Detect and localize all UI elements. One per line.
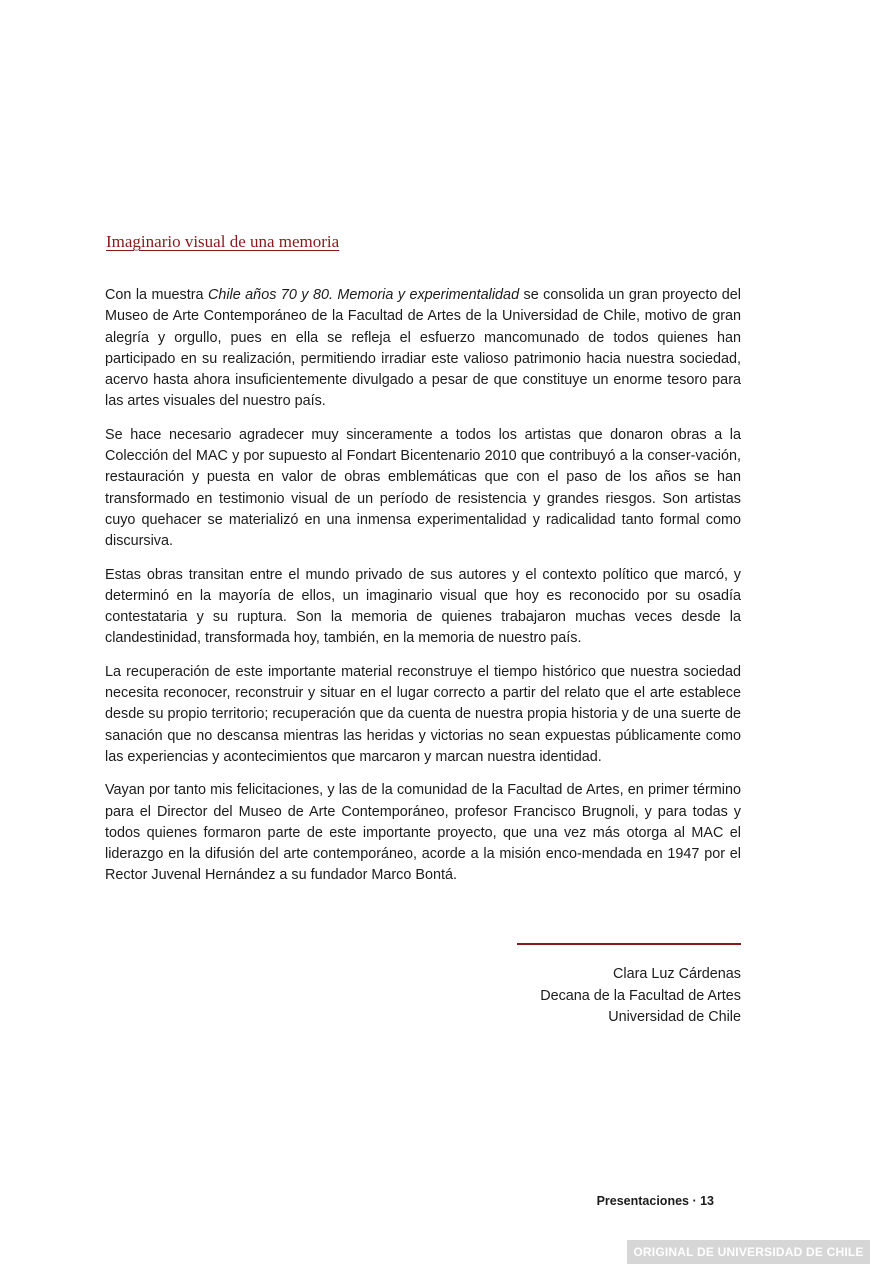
paragraph-1-rest: se consolida un gran proyecto del Museo de Arte Contemporáneo de la Facultad de Artes de la Universidad de Chile, motivo de gran alegría y orgullo, pues en ella se refleja el esfuerzo mancomunado de todos quienes han participado en su realización, permitiendo irradiar este valioso patrimonio hacia nuestra sociedad, acervo hasta ahora insuficientemente divulgado a pesar de que constituye un enorme tesoro para las artes visuales del nuestro país. [105, 287, 741, 410]
page-footer: Presentaciones · 13 [596, 1194, 714, 1208]
document-title: Imaginario visual de una memoria [106, 232, 340, 251]
paragraph-2: Se hace necesario agradecer muy sinceramente a todos los artistas que donaron obras a la Colección del MAC y por supuesto al Fondart Bicentenario 2010 que contribuyó a la conser-vación, restauración y puesta en valor de obras emblemáticas que con el paso de los años se han transformado en testimonio visual de un período de resistencia y grandes riesgos. Son artistas cuyo quehacer se materializó en una inmensa experimentalidad y radicalidad tanto formal como discursiva. [105, 426, 741, 550]
paragraph-1-intro: Con la muestra [105, 287, 208, 303]
paragraph-4: La recuperación de este importante material reconstruye el tiempo histórico que nuestra sociedad necesita reconocer, reconstruir y situar en el lugar correcto a partir del relato que el arte establece desde su propio territorio; recuperación que da cuenta de nuestra propia historia y de una suerte de sanación que no descansa mientras las heridas y victorias no sean expuestas públicamente como las experiencias y acontecimientos que marcaron y marcan nuestra identidad. [105, 663, 741, 765]
paragraph-5: Vayan por tanto mis felicitaciones, y las de la comunidad de la Facultad de Artes, en primer término para el Director del Museo de Arte Contemporáneo, profesor Francisco Brugnoli, y para todas y todos quienes formaron parte de este importante proyecto, que una vez más otorga al MAC el liderazgo en la difusión del arte contemporáneo, acorde a la misión enco-mendada en 1947 por el Rector Juvenal Hernández a su fundador Marco Bontá. [105, 782, 741, 884]
document-body [105, 285, 741, 899]
signature-divider [517, 943, 741, 945]
signature-block [500, 964, 741, 1029]
signature-institution: Universidad de Chile [608, 1009, 741, 1025]
signature-position: Decana de la Facultad de Artes [540, 987, 741, 1004]
paragraph-1 [105, 285, 741, 413]
exhibition-title: Chile años 70 y 80. Memoria y experimentalidad [207, 287, 520, 303]
signature-name: Clara Luz Cárdenas [613, 966, 741, 982]
watermark-stamp: ORIGINAL DE UNIVERSIDAD DE CHILE [627, 1240, 870, 1264]
paragraph-3: Estas obras transitan entre el mundo privado de sus autores y el contexto político que marcó, y determinó en la mayoría de ellos, un imaginario visual que hoy es reconocido por su osadía contestataria y su ruptura. Son la memoria de quienes trabajaron muchas veces desde la clandestinidad, transformada hoy, también, en la memoria de nuestro país. [105, 566, 741, 647]
